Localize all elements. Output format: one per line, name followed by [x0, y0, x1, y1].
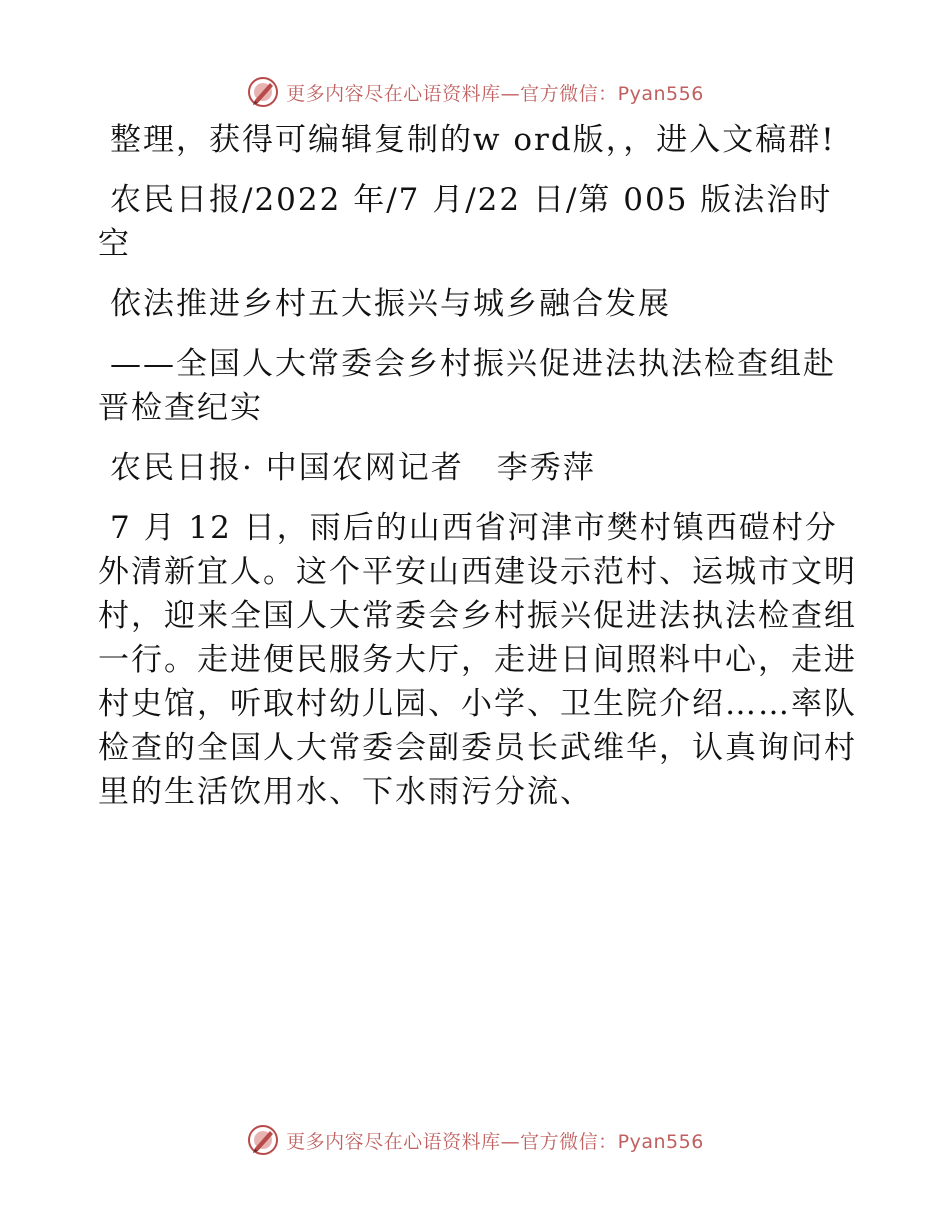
article-body-paragraph: 7 月 12 日，雨后的山西省河津市樊村镇西磑村分外清新宜人。这个平安山西建设示范村、运城市文明村，迎来全国人大常委会乡村振兴促进法执法检查组一行。走进便民服务大厅，走进日间照料中心，走进村史馆，听取村幼儿园、小学、卫生院介绍……率队检查的全国人大常委会副委员长武维华，认真询问村里的生活饮用水、下水雨污分流、 [98, 510, 857, 810]
pen-logo-icon [246, 1123, 280, 1157]
intro-paragraph: 整理，获得可编辑复制的w ord版，，进入文稿群! [110, 122, 836, 158]
article-subtitle: ——全国人大常委会乡村振兴促进法执法检查组赴晋检查纪实 [98, 346, 836, 426]
footer-watermark [0, 1120, 950, 1160]
article-title: 依法推进乡村五大振兴与城乡融合发展 [110, 286, 671, 322]
article-byline: 农民日报· 中国农网记者 李秀萍 [110, 450, 596, 486]
header-watermark [0, 72, 950, 112]
source-line: 农民日报/2022 年/7 月/22 日/第 005 版法治时空 [98, 182, 833, 262]
document-body [98, 118, 858, 830]
watermark-text: 更多内容尽在心语资料库—官方微信：Pyan556 [286, 1130, 704, 1153]
watermark-text: 更多内容尽在心语资料库—官方微信：Pyan556 [286, 82, 704, 105]
pen-logo-icon [246, 75, 280, 109]
